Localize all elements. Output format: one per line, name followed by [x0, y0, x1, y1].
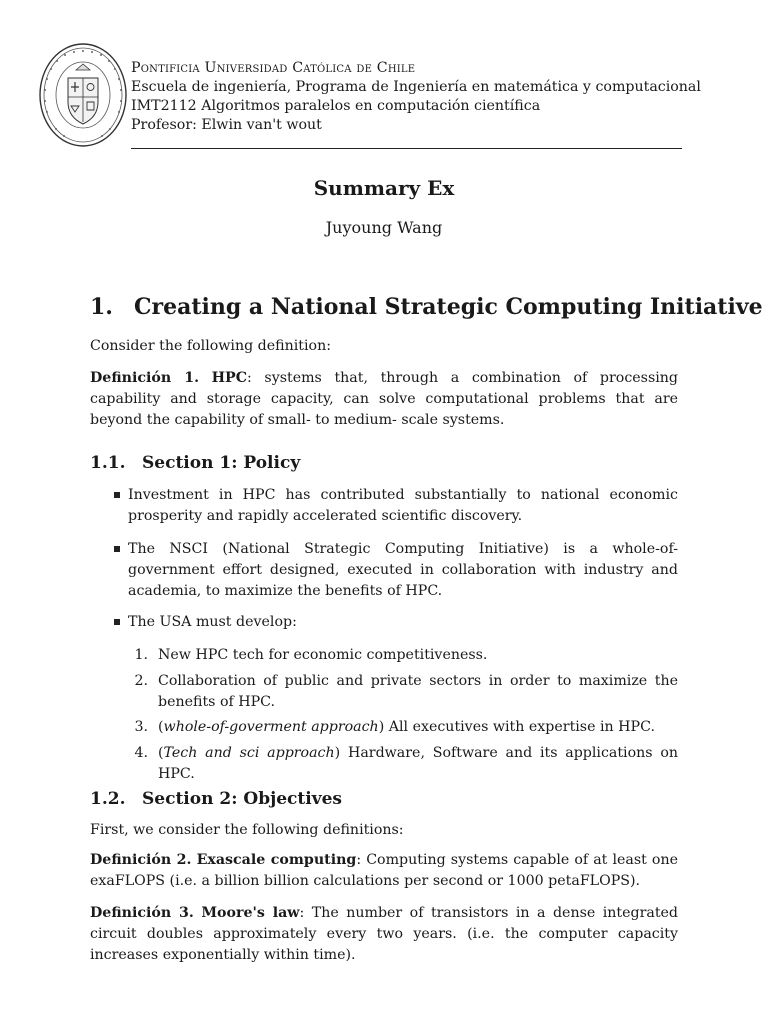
enum-item-4	[158, 743, 678, 785]
section-1-2-intro: First, we consider the following definitions:	[90, 822, 404, 838]
enum-item-3-text: ) All executives with expertise in HPC.	[378, 719, 655, 735]
definition-3-text: : The number of transistors in a dense integrated circuit doubles approximately every two years. (i.e. the computer capacity increases exponentially within time).	[90, 905, 679, 963]
definition-3-label: Definición 3.	[90, 905, 194, 921]
section-1-2-number: 1.2.	[90, 789, 126, 809]
definition-3	[90, 903, 678, 966]
school-name: Escuela de ingeniería, Programa de Ingeniería en matemática y computacional	[131, 79, 701, 95]
section-1-number: 1.	[90, 294, 113, 320]
enum-item-1: New HPC tech for economic competitiveness.	[158, 647, 488, 663]
university-name: Pontificia Universidad Católica de Chile	[131, 60, 416, 76]
section-1-heading	[90, 294, 763, 320]
definition-1-label: Definición 1.	[90, 370, 200, 386]
section-1-1-number: 1.1.	[90, 453, 126, 473]
definition-2-label: Definición 2.	[90, 852, 192, 868]
enum-item-4-open: (	[158, 745, 164, 761]
bullet-marker	[114, 539, 122, 545]
document-author: Juyoung Wang	[325, 218, 443, 237]
section-1-2-heading	[90, 789, 342, 809]
section-1-2-title: Section 2: Objectives	[142, 789, 342, 809]
enum-number-4: 4.	[134, 745, 148, 761]
definition-2-text: : Computing systems capable of at least one exaFLOPS (i.e. a billion billion calculations per second or 1000 petaFLOPS).	[90, 852, 678, 889]
enum-item-3-emphasis: whole-of-goverment approach	[163, 719, 379, 735]
policy-bullet-2: The NSCI (National Strategic Computing Initiative) is a whole-of-government effort designed, executed in collaboration with industry and academia, to maximize the benefits of HPC.	[128, 541, 678, 599]
course-name: IMT2112 Algoritmos paralelos en computación científica	[131, 98, 541, 114]
enum-item-3-open: (	[158, 719, 164, 735]
enum-number-3: 3.	[134, 719, 148, 735]
bullet-marker	[114, 485, 122, 491]
document-title: Summary Ex	[313, 176, 455, 200]
policy-bullet-1: Investment in HPC has contributed substantially to national economic prosperity and rapidly accelerated scientific discovery.	[128, 487, 678, 524]
university-seal-logo	[38, 42, 128, 148]
enum-number-2: 2.	[134, 673, 148, 689]
enum-item-4-text: ) Hardware, Software and its applications on HPC.	[158, 745, 678, 782]
definition-1-term: HPC	[211, 370, 248, 386]
definition-1-text: : systems that, through a combination of processing capability and storage capacity, can solve computational problems that are beyond the capability of small- to medium- scale systems.	[90, 370, 678, 428]
definition-2	[90, 850, 678, 892]
policy-bullet-3: The USA must develop:	[128, 614, 297, 630]
institution-header	[131, 59, 701, 135]
section-1-title: Creating a National Strategic Computing Initiative	[134, 294, 763, 320]
section-1-1-title: Section 1: Policy	[142, 453, 301, 473]
definition-1	[90, 368, 678, 431]
bullet-marker	[114, 612, 122, 618]
definition-3-term: Moore's law	[201, 905, 300, 921]
enum-item-4-emphasis: Tech and sci approach	[163, 745, 335, 761]
section-1-intro: Consider the following definition:	[90, 338, 332, 354]
section-1-1-heading	[90, 453, 300, 473]
enum-number-1: 1.	[134, 647, 148, 663]
header-rule	[131, 148, 682, 149]
enum-item-3	[158, 717, 678, 738]
enum-item-2: Collaboration of public and private sectors in order to maximize the benefits of HPC.	[158, 673, 678, 710]
definition-2-term: Exascale computing	[196, 852, 357, 868]
professor-name: Profesor: Elwin van't wout	[131, 117, 322, 133]
